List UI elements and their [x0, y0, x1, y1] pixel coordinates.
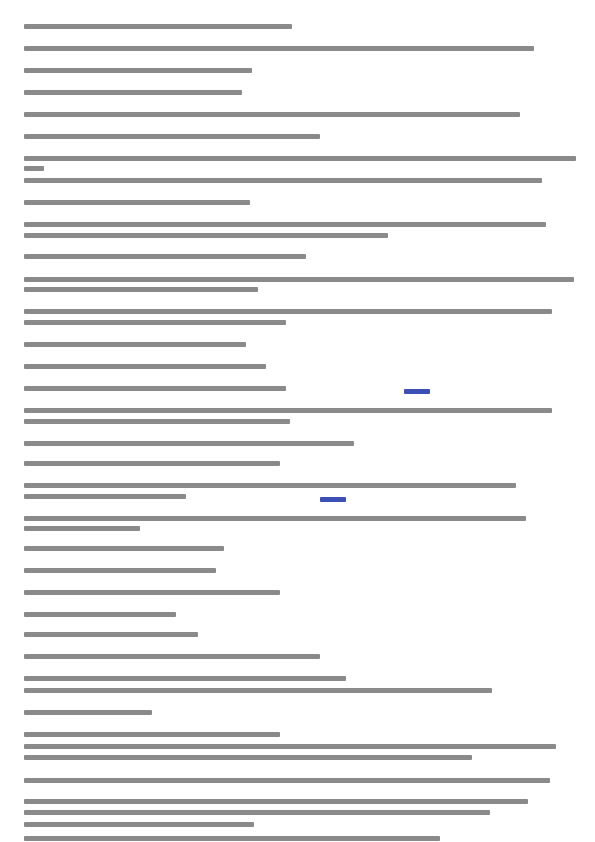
text-line [24, 710, 152, 715]
text-line [24, 320, 286, 325]
text-line [24, 632, 198, 637]
text-line [24, 441, 354, 446]
text-line [24, 222, 546, 227]
text-line [24, 612, 176, 617]
text-line [24, 342, 246, 347]
text-line [24, 732, 280, 737]
text-line [24, 744, 556, 749]
text-line [24, 676, 346, 681]
text-line [24, 166, 44, 171]
text-line [24, 90, 242, 95]
text-line [24, 309, 552, 314]
text-line [24, 516, 526, 521]
text-line [24, 200, 250, 205]
text-line [24, 778, 550, 783]
text-line [24, 24, 292, 29]
text-line [24, 799, 528, 804]
text-line [24, 277, 574, 282]
text-line [24, 134, 320, 139]
text-line [24, 526, 140, 531]
text-line [24, 408, 552, 413]
text-line [24, 810, 490, 815]
text-line [24, 364, 266, 369]
text-line [24, 494, 186, 499]
text-line [24, 254, 306, 259]
text-line [24, 654, 320, 659]
text-line [24, 822, 254, 827]
text-line [24, 836, 440, 841]
text-line [24, 483, 516, 488]
clause-link[interactable] [404, 389, 430, 394]
clause-link[interactable] [320, 497, 346, 502]
text-line [24, 178, 542, 183]
text-line [24, 546, 224, 551]
text-line [24, 461, 280, 466]
text-line [24, 688, 492, 693]
text-line [24, 112, 520, 117]
text-line [24, 46, 534, 51]
text-line [24, 386, 286, 391]
text-line [24, 233, 388, 238]
text-line [24, 590, 280, 595]
text-line [24, 755, 472, 760]
text-line [24, 568, 216, 573]
text-line [24, 156, 576, 161]
text-line [24, 68, 252, 73]
text-line [24, 419, 290, 424]
text-line [24, 287, 258, 292]
